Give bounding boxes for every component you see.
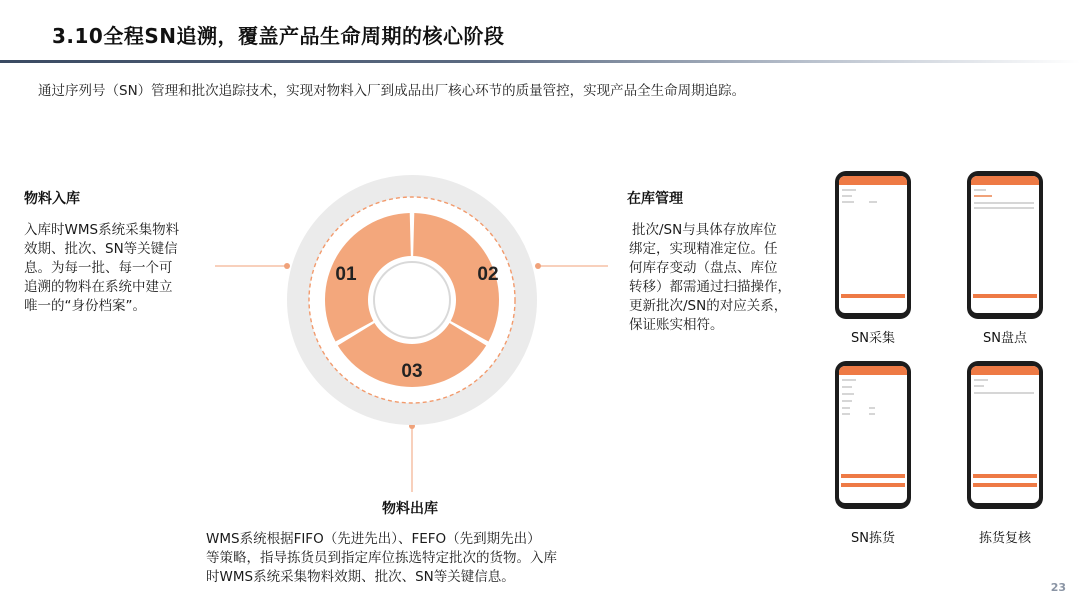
phone-sn-stocktake (967, 171, 1043, 319)
segment-label-03: 03 (401, 361, 423, 382)
outbound-body: WMS系统根据FIFO（先进先出）、FEFO（先到期先出） 等策略，指导拣货员到指定库位拣选特定批次的货物。入库 时WMS系统采集物料效期、批次、SN等关键信息。 (206, 531, 557, 585)
phone-label-pick-review: 拣货复核 (978, 531, 1031, 546)
page-subtitle: 通过序列号（SN）管理和批次追踪技术，实现对物料入厂到成品出厂核心环节的质量管控，实现产品全生命周期追踪。 (38, 83, 746, 99)
phone-label-sn-stocktake: SN盘点 (983, 331, 1027, 346)
connector-left-dot (284, 263, 290, 269)
storage-body: 批次/SN与具体存放库位 绑定，实现精准定位。任 何库存变动（盘点、库位 转移）都需通过扫描操作， 更新批次/SN的对应关系， 保证账实相符。 (629, 222, 791, 333)
inbound-body: 入库时WMS系统采集物料 效期、批次、SN等关键信 息。为每一批、每一个可 追溯的物料在系统中建立 唯一的“身份档案”。 (24, 222, 180, 314)
segment-label-01: 01 (335, 264, 357, 285)
storage-title: 在库管理 (627, 191, 683, 207)
phone-sn-picking (835, 361, 911, 509)
inner-circle (374, 262, 450, 338)
page-number: 23 (1050, 581, 1066, 594)
phone-label-sn-picking: SN拣货 (851, 531, 895, 546)
outbound-title: 物料出库 (382, 501, 438, 517)
page-title: 3.10全程SN追溯，覆盖产品生命周期的核心阶段 (52, 24, 505, 48)
phone-pick-review (967, 361, 1043, 509)
segment-label-02: 02 (477, 264, 499, 285)
phone-label-sn-collect: SN采集 (851, 331, 895, 346)
connector-right-dot (535, 263, 541, 269)
inbound-title: 物料入库 (24, 191, 80, 207)
phone-sn-collect (835, 171, 911, 319)
